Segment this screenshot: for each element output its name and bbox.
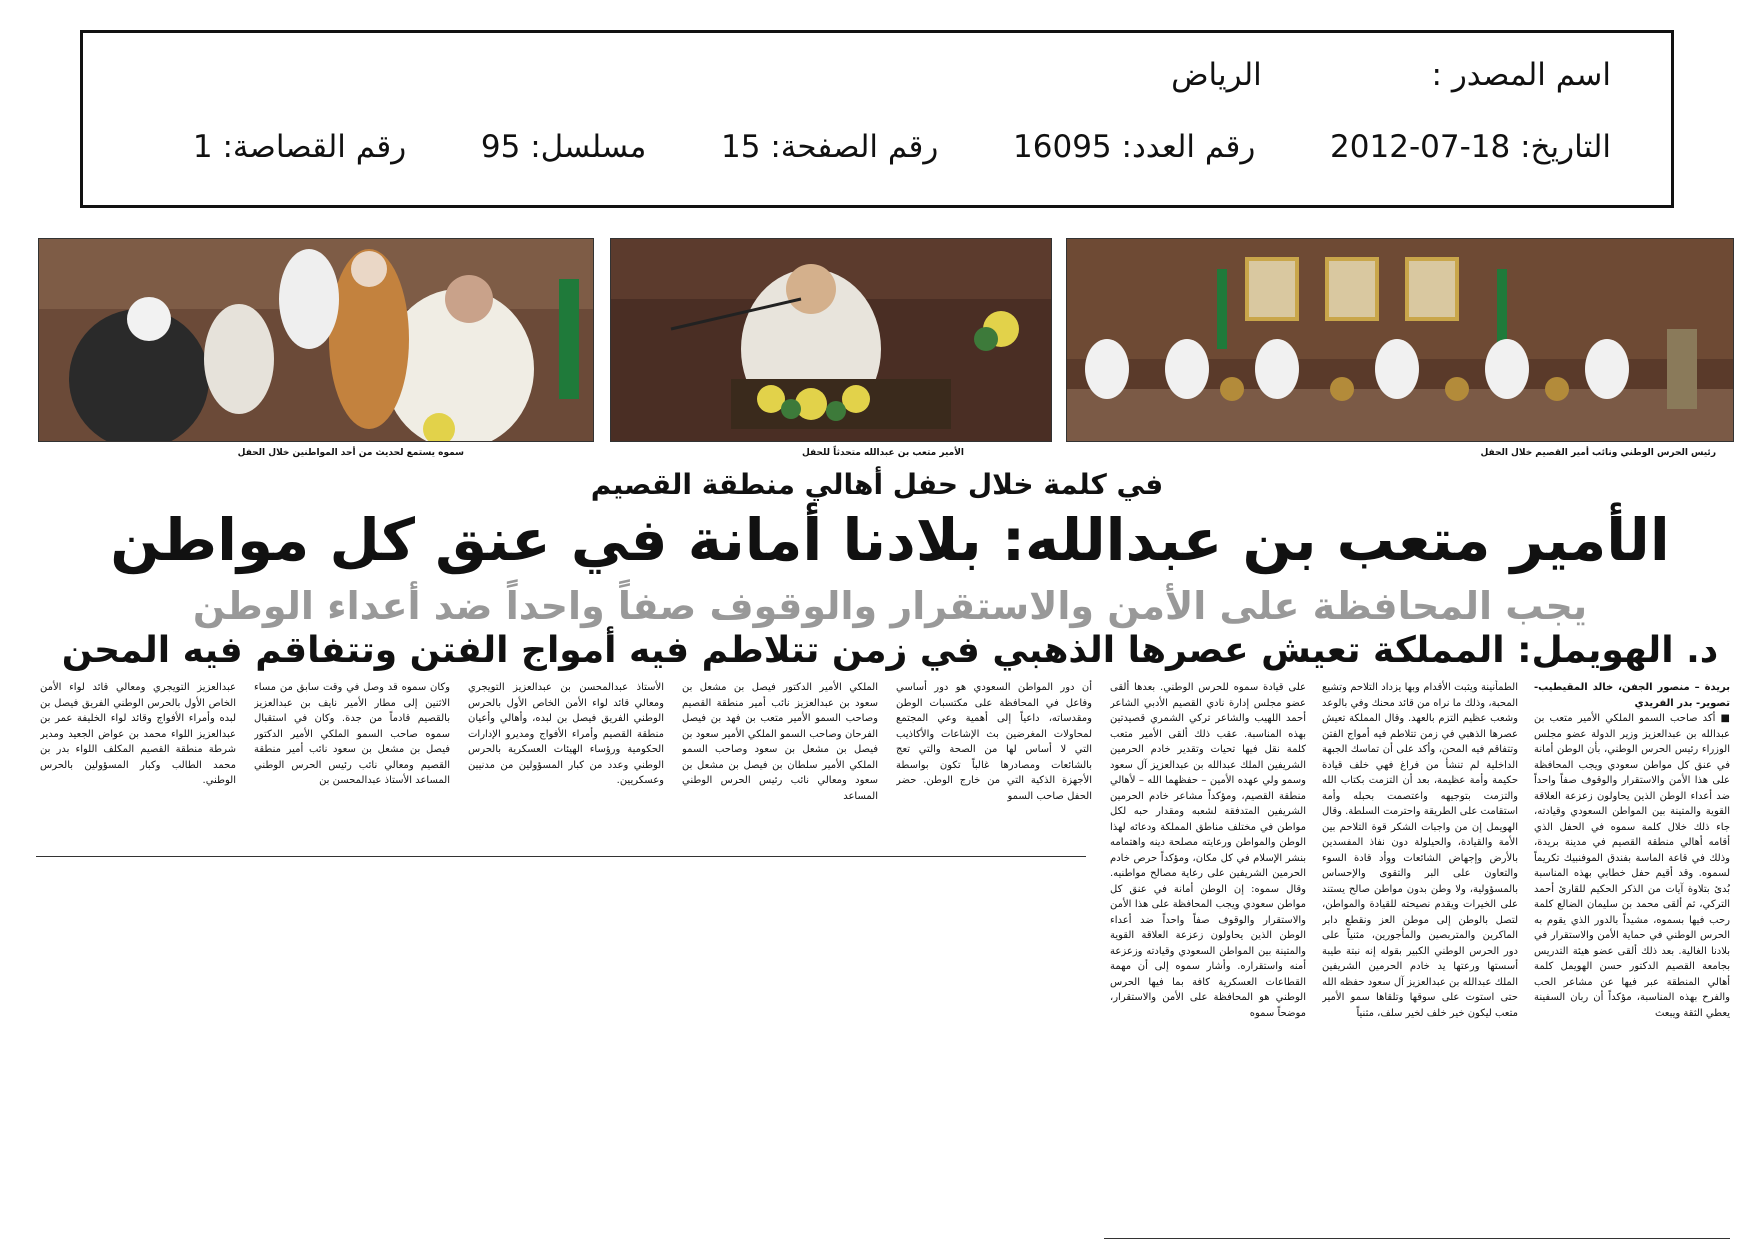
article-column-6 [468,680,664,840]
page-number: رقم الصفحة: 15 [721,129,939,165]
source-info-box [80,30,1674,208]
issue-number: رقم العدد: 16095 [1013,129,1256,165]
source-value: الرياض [1171,57,1262,93]
column-text: وكان سموه قد وصل في وقت سابق من مساء الاثنين إلى مطار الأمير نايف بن عبدالعزيز بالقصيم قادماً من جدة. وكان في استقبال سموه صاحب السمو الملكي الأمير الدكتور فيصل بن مشعل بن سعود نائب أمير منطقة القصيم ومعالي نائب رئيس الحرس الوطني المساعد الأستاذ عبدالمحسن بن [254,682,450,786]
article-headline: الأمير متعب بن عبدالله: بلادنا أمانة في عنق كل مواطن [110,506,1670,574]
column-text: عبدالعزيز التويجري ومعالي قائد لواء الأمن الخاص الأول بالحرس الوطني الفريق فيصل بن لبده وأمراء الأفواج وقائد لواء الخليفة عمر بن عبدالعزيز اللواء محمد بن عواض الجعيد ومدير شرطة منطقة القصيم المكلف اللواء بدر بن محمد الطالب وكبار المسؤولين بالحرس الوطني. [40,682,236,786]
article-column-5 [682,680,878,840]
source-row [1171,57,1611,93]
clip-number: رقم القصاصة: 1 [192,129,407,165]
photo-caption-3: سموه يستمع لحديث من أحد المواطنين خلال الحفل [237,448,464,458]
article-column-3 [1110,680,1306,1248]
column-text: الأستاذ عبدالمحسن بن عبدالعزيز التويجري ومعالي قائد لواء الأمن الخاص الأول بالحرس الوطني الفريق فيصل بن لبده، وأهالي وأعيان منطقة القصيم وأمراء الأفواج ومديرو الإدارات الحكومية ورؤساء الهيئات العسكرية بالحرس الوطني وعدد من كبار المسؤولين من مدنيين وعسكريين. [468,682,664,786]
photo-citizen-meeting [38,238,594,442]
photo-caption-1: رئيس الحرس الوطني ونائب أمير القصيم خلال الحفل [1480,448,1716,458]
column-divider-rule [36,856,1086,857]
article-kicker: في كلمة خلال حفل أهالي منطقة القصيم [590,468,1164,501]
article-column-7 [254,680,450,840]
article-column-8 [40,680,236,840]
photo-caption-2: الأمير متعب بن عبدالله متحدثاً للحفل [802,448,964,458]
source-label: اسم المصدر : [1431,57,1611,93]
article-byline: بريدة – منصور الجفن، خالد المقيطيب- تصوير- بدر الفريدي [1534,682,1730,709]
article-deck: د. الهويمل: المملكة تعيش عصرها الذهبي في زمن تتلاطم فيه أمواج الفتن وتتفاقم فيه المحن [61,630,1719,671]
column-text: الطمأنينة ويثبت الأقدام وبها يزداد التلاحم وتشيع المحبة، وذلك ما نراه من قائد محنك وفي بالوعد وشعب عظيم التزم بالعهد. وقال المملكة تعيش عصرها الذهبي في زمن تتلاطم فيه أمواج الفتن وتتفاقم فيه المحن، وأكد على أن تماسك الجبهة الداخلية لم تنشأ من فراغ فهي خلف قيادة حكيمة وأمة عظيمة، بعد أن التزمت بكتاب الله والتزمت بتوجيهه واعتصمت بحبله وأمة استقامت على الطريقة واحترمت السلطة. وقال الهويمل إن من واجبات الشكر قوة التلاحم بين الأمة والقيادة، والحيلولة دون نفاذ المفسدين بالأرض وإجهاض الشائعات ووأد قادة السوء والتعاون على البر والتقوى والإحساس بالمسؤولية، ولا وطن بدون مواطن صالح يستند على الخيرات ويقدم نصيحته للقيادة والمواطن، لتصل بالوطن إلى موطن العز ونقطع دابر الماكرين والمتربصين والمأجورين، مثنياً على دور الحرس الوطني الكبير بقوله إنه نبتة طيبة أسستها ورعتها يد خادم الحرمين الشريفين الملك عبدالله بن عبدالعزيز آل سعود حفظه الله حتى استوت على سوقها وتلقاها سمو الأمير متعب ليكون خير خلف لخير سلف، مثنياً [1322,682,1518,1019]
column-text: أن دور المواطن السعودي هو دور أساسي وفاعل في المحافظة على مكتسبات الوطن ومقدساته، داعياً إلى أهمية وعي المجتمع لمحاولات المغرضين بث الإشاعات والأكاذيب التي لا أساس لها من الصحة والتي تعج بالشائعات ومصادرها غالباً تكون بواسطة الأجهزة الذكية التي من خارج الوطن. حضر الحفل صاحب السمو [896,682,1092,802]
issue-info-row [193,129,1611,165]
column-text: الملكي الأمير الدكتور فيصل بن مشعل بن سعود بن عبدالعزيز نائب أمير منطقة القصيم وصاحب السمو الأمير متعب بن فهد بن فيصل الفرحان وصاحب السمو الملكي الأمير سعود بن فيصل بن مشعل بن سعود وصاحب السمو الملكي الأمير سلطان بن فيصل بن مشعل بن سعود ومعالي نائب رئيس الحرس الوطني المساعد [682,682,878,802]
photo-ceremony-seated [1066,238,1734,442]
article-bottom-rule [1104,1238,1730,1239]
serial-number: مسلسل: 95 [480,129,647,165]
photo-speaker [610,238,1052,442]
article-column-2 [1322,680,1518,1248]
column-text: على قيادة سموه للحرس الوطني. بعدها ألقى عضو مجلس إدارة نادي القصيم الأدبي الشاعر أحمد اللهيب والشاعر تركي الشمري قصيدتين بهذه المناسبة. عقب ذلك ألقى الأمير متعب كلمة نقل فيها تحيات وتقدير خادم الحرمين الشريفين الملك عبدالله بن عبدالعزيز آل سعود وسمو ولي عهده الأمين – حفظهما الله – لأهالي منطقة القصيم، ومؤكداً مشاعر خادم الحرمين الشريفين المتدفقة لشعبه ومقدار حبه لكل مواطن في مختلف مناطق المملكة ودعائه لهذا الوطن والمواطن ورعايته مصلحة دينه واهتمامه بنشر الإسلام في كل مكان، ومؤكداً حرص خادم الحرمين الشريفين على رعاية مصالح مواطنيه. وقال سموه: إن الوطن أمانة في عنق كل مواطن سعودي ويجب المحافظة على هذا الأمن والاستقرار والوقوف صفاً واحداً ضد أعداء الوطن الذين يحاولون زعزعة العلاقة القوية والمتينة بين المواطن السعودي وقيادته وزعزعة أمنه واستقراره. وأشار سموه إلى أن مهمة القطاعات العسكرية كافة بما فيها الحرس الوطني هو المحافظة على الأمن والاستقرار، موضحاً سموه [1110,682,1306,1019]
date-field: التاريخ: 18-07-2012 [1330,129,1611,165]
article-subheadline: يجب المحافظة على الأمن والاستقرار والوقوف صفاً واحداً ضد أعداء الوطن [192,584,1588,628]
article-column-1 [1534,680,1730,1248]
article-column-4 [896,680,1092,840]
column-text: ■ أكد صاحب السمو الملكي الأمير متعب بن عبدالله بن عبدالعزيز وزير الدولة عضو مجلس الوزراء رئيس الحرس الوطني، بأن الوطن أمانة في عنق كل مواطن سعودي ويجب المحافظة على هذا الأمن والاستقرار والوقوف صفاً واحداً ضد أعداء الوطن الذين يحاولون زعزعة العلاقة القوية والمتينة بين المواطن السعودي وقيادته، جاء ذلك خلال كلمة سموه في الحفل الذي أقامه أهالي منطقة القصيم في مدينة بريدة، وذلك في قاعة الماسة بفندق الموفنبيك تكريماً لسموه. وقد أقيم حفل خطابي بهذه المناسبة بُدئ بتلاوة آيات من الذكر الحكيم للقارئ أحمد التركي، ثم ألقى محمد بن سليمان الضالع كلمة رحب فيها بسموه، مشيداً بالدور الذي يقوم به الحرس الوطني في حماية الأمن والاستقرار في بلادنا الغالية. بعد ذلك ألقى عضو هيئة التدريس بجامعة القصيم الدكتور حسن الهويمل كلمة أهالي المنطقة عبر فيها عن مشاعر الحب والفرح بهذه المناسبة، مؤكداً أن ربان السفينة يعطي الثقة ويبعث [1534,713,1730,1019]
